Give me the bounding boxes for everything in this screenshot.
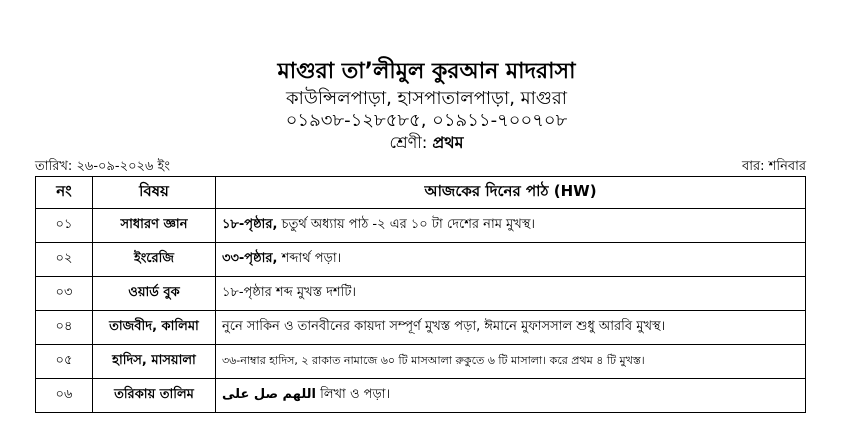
row-lesson bbox=[216, 277, 806, 311]
class-line bbox=[0, 133, 853, 153]
row-subject: তরিকায় তালিম bbox=[93, 379, 216, 413]
row-lesson bbox=[216, 345, 806, 379]
row-lesson bbox=[216, 209, 806, 243]
row-lesson bbox=[216, 379, 806, 413]
lesson-page-ref: ৩৩-পৃষ্ঠার, bbox=[222, 251, 278, 266]
lesson-detail: শব্দার্থ পড়া। bbox=[277, 251, 342, 266]
class-value: প্রথম bbox=[432, 133, 464, 152]
lesson-page-ref: ১৮-পৃষ্ঠার, bbox=[222, 217, 278, 232]
row-number: ০৬ bbox=[36, 379, 93, 413]
table-row bbox=[36, 277, 806, 311]
row-subject: সাধারণ জ্ঞান bbox=[93, 209, 216, 243]
table-row bbox=[36, 345, 806, 379]
lesson-table bbox=[35, 176, 806, 413]
header-lesson: আজকের দিনের পাঠ (HW) bbox=[216, 177, 806, 209]
row-lesson bbox=[216, 243, 806, 277]
madrasa-address: কাউন্সিলপাড়া, হাসপাতালপাড়া, মাগুরা bbox=[286, 88, 567, 109]
madrasa-name: মাগুরা তা’লীমুল কুরআন মাদরাসা bbox=[277, 59, 576, 84]
row-subject: ইংরেজি bbox=[93, 243, 216, 277]
row-number: ০২ bbox=[36, 243, 93, 277]
row-number: ০৫ bbox=[36, 345, 93, 379]
row-number: ০১ bbox=[36, 209, 93, 243]
day-text: বার: শনিবার bbox=[742, 159, 806, 174]
table-row bbox=[36, 209, 806, 243]
lesson-detail: লিখা ও পড়া। bbox=[315, 387, 391, 402]
class-label: শ্রেণী: bbox=[389, 133, 428, 152]
row-subject: ওয়ার্ড বুক bbox=[93, 277, 216, 311]
row-lesson bbox=[216, 311, 806, 345]
table-row bbox=[36, 311, 806, 345]
header-subject: বিষয় bbox=[93, 177, 216, 209]
lesson-detail: ১৮-পৃষ্ঠার শব্দ মুখস্ত দশটি। bbox=[222, 285, 357, 300]
lesson-detail: নুনে সাকিন ও তানবীনের কায়দা সম্পূর্ণ মুখস্ত পড়া, ঈমানে মুফাসসাল শুধু আরবি মুখস্থ। bbox=[222, 319, 666, 334]
lesson-detail: চতুর্থ অধ্যায় পাঠ -২ এর ১০ টা দেশের নাম মুখস্থ। bbox=[277, 217, 536, 232]
table-row bbox=[36, 243, 806, 277]
row-number: ০৪ bbox=[36, 311, 93, 345]
header-no: নং bbox=[36, 177, 93, 209]
lesson-detail: ৩৬-নাম্বার হাদিস, ২ রাকাত নামাজে ৬০ টি মাসআলা রুকুতে ৬ টি মাসালা। করে প্রথম ৪ টি মুখস্ত। bbox=[222, 354, 645, 367]
row-subject: হাদিস, মাসয়ালা bbox=[93, 345, 216, 379]
row-number: ০৩ bbox=[36, 277, 93, 311]
table-header-row bbox=[36, 177, 806, 209]
date-text: তারিখ: ২৬-০৯-২০২৬ ইং bbox=[35, 159, 170, 174]
arabic-durood: اللهم صل على bbox=[222, 387, 316, 402]
table-row bbox=[36, 379, 806, 413]
contact-phones: ০১৯৩৮-১২৮৫৮৫, ০১৯১১-৭০০৭০৮ bbox=[285, 110, 568, 131]
row-subject: তাজবীদ, কালিমা bbox=[93, 311, 216, 345]
